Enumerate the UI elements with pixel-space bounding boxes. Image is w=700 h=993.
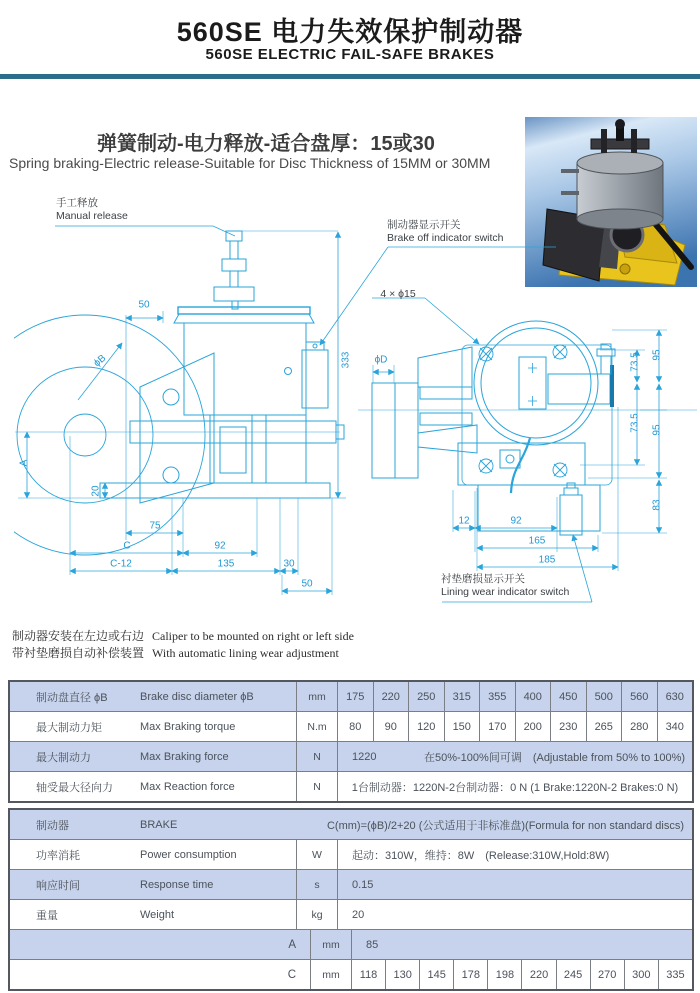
row-label [10, 742, 296, 771]
unit-cell: kg [296, 900, 337, 929]
table-row [10, 839, 692, 869]
unit-cell: mm [310, 930, 351, 959]
row-label-en: A [288, 938, 296, 951]
value-cell: 300 [624, 960, 658, 989]
row-label-zh: 最大制动力矩 [36, 721, 102, 734]
row-label [10, 870, 296, 899]
spec-table [8, 680, 694, 991]
value-cell: 175 [337, 682, 373, 711]
dimension-label: ϕD [374, 354, 388, 366]
row-label-zh: 最大制动力 [36, 751, 91, 764]
page-subtitle: 560SE ELECTRIC FAIL-SAFE BRAKES [205, 46, 495, 63]
dimension-label: A [18, 459, 30, 467]
row-label-en: Response time [140, 878, 214, 891]
unit-cell: s [296, 870, 337, 899]
value-cell: 178 [453, 960, 487, 989]
value-span: 起动：310W，维持：8W (Release:310W,Hold:8W) [337, 840, 692, 869]
value-span: 0.15 [337, 870, 692, 899]
row-label [10, 712, 296, 741]
dimension-label: 135 [217, 558, 235, 570]
value-cell: 120 [408, 712, 444, 741]
dimension-label: 92 [214, 540, 226, 552]
row-label-en: C [287, 968, 296, 981]
dimension-label: 75 [149, 520, 161, 532]
technical-drawing [0, 195, 700, 615]
value-cell: 335 [658, 960, 692, 989]
value-cell: 450 [550, 682, 586, 711]
table-row [10, 929, 692, 959]
dimension-label: 185 [538, 554, 556, 566]
row-label [10, 900, 296, 929]
value-cell: 270 [590, 960, 624, 989]
dimension-label: 50 [301, 578, 313, 590]
table-row [10, 682, 692, 711]
dimension-label: 95 [651, 349, 663, 361]
dimension-label: 95 [651, 424, 663, 436]
unit-cell: N [296, 772, 337, 801]
section-heading-zh: 弹簧制动-电力释放-适合盘厚：15或30 [97, 133, 435, 155]
value-cell: 80 [337, 712, 373, 741]
row-label [10, 772, 296, 801]
value-cell: 230 [550, 712, 586, 741]
value-text: 1220 [352, 750, 377, 763]
value-cell: 245 [556, 960, 590, 989]
row-label-zh: 轴受最大径向力 [36, 781, 113, 794]
value-span: C(mm)=(ϕB)/2+20 (公式适用于非标准盘)(Formula for non standard discs) [326, 819, 684, 832]
section-heading-en: Spring braking-Electric release-Suitable for Disc Thickness of 15MM or 30MM [9, 155, 491, 171]
value-cell: 220 [373, 682, 409, 711]
value-cell: 265 [586, 712, 622, 741]
lining-wear-indicator-label: 衬垫磨损显示开关 Lining wear indicator switch [441, 573, 570, 598]
table-row [10, 899, 692, 929]
unit-cell: N.m [296, 712, 337, 741]
unit-cell: mm [310, 960, 351, 989]
dimension-label: 73.5 [629, 352, 641, 372]
table-row [10, 869, 692, 899]
table-row [10, 810, 692, 839]
table-row [10, 771, 692, 801]
row-label [10, 810, 296, 839]
value-cell: 170 [479, 712, 515, 741]
row-label-en: Max Braking torque [140, 720, 236, 733]
value-cells [337, 712, 692, 741]
value-cell: 90 [373, 712, 409, 741]
row-label-zh: 功率消耗 [36, 849, 80, 862]
value-span: 1台制动器：1220N-2台制动器：0 N (1 Brake:1220N-2 Brakes:0 N) [337, 772, 692, 801]
dimension-label: 4 × ϕ15 [380, 288, 416, 300]
value-cell: 355 [479, 682, 515, 711]
notes [12, 628, 354, 662]
table-section [8, 808, 694, 991]
row-label-en: Weight [140, 908, 175, 921]
dimension-label: 50 [138, 299, 150, 311]
value-span: 20 [337, 900, 692, 929]
row-label-en: Brake disc diameter ϕB [140, 690, 254, 703]
row-label-zh: 制动盘直径 ϕB [36, 691, 108, 704]
dimension-label: C-12 [110, 558, 132, 570]
row-label-en: Power consumption [140, 848, 237, 861]
value-cell: 118 [351, 960, 385, 989]
row-label-en: BRAKE [140, 818, 178, 831]
value-cell: 150 [444, 712, 480, 741]
row-label [10, 840, 296, 869]
dimension-label: 20 [90, 485, 102, 497]
row-label-zh: 响应时间 [36, 879, 80, 892]
value-cells [337, 682, 692, 711]
dimension-label: ϕB [91, 352, 109, 370]
table-row [10, 959, 692, 989]
brake-off-indicator-label: 制动器显示开关 Brake off indicator switch [387, 219, 504, 244]
value-cell: 315 [444, 682, 480, 711]
dimension-label: 12 [458, 515, 470, 527]
value-cell: 130 [385, 960, 419, 989]
row-label [10, 930, 310, 959]
header-divider-bar [0, 74, 700, 79]
row-label-zh: 重量 [36, 909, 58, 922]
value-cell: 145 [419, 960, 453, 989]
dimension-label: 73.5 [629, 413, 641, 433]
dimension-label: 333 [340, 351, 352, 369]
manual-release-label: 手工释放 Manual release [56, 197, 128, 222]
dimension-label: 83 [651, 499, 663, 511]
value-cells [351, 960, 692, 989]
dimension-label: C [123, 540, 131, 552]
dimension-label: 30 [283, 558, 295, 570]
value-cell: 198 [487, 960, 521, 989]
table-section [8, 680, 694, 803]
table-row [10, 741, 692, 771]
value-span: 85 [351, 930, 692, 959]
unit-cell: mm [296, 682, 337, 711]
value-cell: 220 [521, 960, 555, 989]
note-line: 制动器安装在左边或右边 Caliper to be mounted on right or left side [12, 629, 354, 643]
unit-cell: W [296, 840, 337, 869]
value-cell: 340 [657, 712, 693, 741]
note-line: 带衬垫磨损自动补偿装置 With automatic lining wear adjustment [12, 646, 339, 660]
value-text: 在50%-100%间可调 (Adjustable from 50% to 100%) [424, 751, 686, 764]
row-label-en: Max Braking force [140, 750, 229, 763]
value-cell: 250 [408, 682, 444, 711]
value-cell: 630 [657, 682, 693, 711]
dimension-label: 165 [528, 535, 546, 547]
value-cell: 200 [515, 712, 551, 741]
page-title: 560SE 电力失效保护制动器 [176, 17, 524, 47]
dimension-label: 92 [510, 515, 522, 527]
row-label [10, 960, 310, 989]
table-row [10, 711, 692, 741]
unit-cell: N [296, 742, 337, 771]
row-label [10, 682, 296, 711]
value-cell: 280 [621, 712, 657, 741]
row-label-zh: 制动器 [36, 819, 69, 832]
value-span [337, 742, 692, 771]
value-cell: 400 [515, 682, 551, 711]
top-view-drawing [358, 298, 697, 602]
value-cell: 560 [621, 682, 657, 711]
value-cell: 500 [586, 682, 622, 711]
side-view-drawing [0, 226, 556, 595]
row-label-en: Max Reaction force [140, 780, 235, 793]
